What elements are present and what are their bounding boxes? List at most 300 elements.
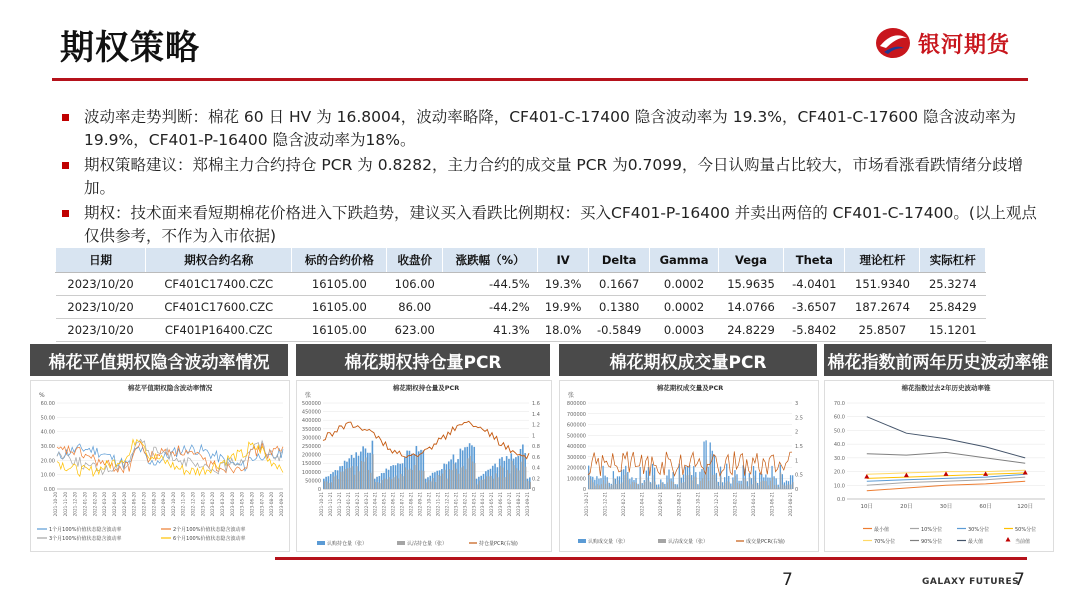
legend-label: 30%分位 [968,527,990,533]
put-volume-bar [675,486,676,489]
put-volume-bar [609,487,610,489]
oi-chart [296,380,552,552]
put-oi-bar [370,473,371,489]
put-volume-bar [753,476,754,489]
x-tick-label: 2022-02-21 [621,492,627,517]
put-volume-bar [644,482,645,489]
put-oi-bar [530,482,531,489]
put-volume-bar [737,483,738,489]
y-tick-label: 300000 [566,454,586,461]
legend-label: 持仓量PCR(右轴) [479,541,518,547]
cell: -44.5% [443,273,538,296]
table-row [56,319,986,342]
y2-tick-label: 1.4 [532,411,540,418]
legend-label: 认沽持仓量（张） [407,541,448,547]
put-volume-bar [712,475,713,489]
put-volume-bar [700,481,701,489]
x-tick-label: 2023-09-20 [279,492,284,517]
put-volume-bar [747,486,748,489]
put-volume-bar [599,485,600,489]
y-tick-label: 70.0 [833,401,845,407]
x-tick-label: 2022-09-21 [417,492,423,517]
y2-tick-label: 3 [795,401,799,407]
cell: -5.8402 [784,319,845,342]
y2-tick-label: 1 [795,458,799,465]
logo-text: 银河期货 [918,32,1011,58]
cell: 19.9% [538,296,589,319]
put-oi-bar [504,477,505,489]
y-tick-label: 0 [317,487,321,493]
put-oi-bar [382,480,383,489]
cone-chart [824,380,1054,552]
col-header: 实际杠杆 [920,248,986,273]
x-tick-label: 2021-10-21 [584,492,589,517]
legend-label: 10%分位 [921,527,943,533]
x-tick-label: 2022-06-21 [390,492,396,517]
put-oi-bar [414,465,415,489]
x-tick-label: 2022-06-21 [658,492,664,517]
x-tick-label: 2023-04-21 [750,492,756,517]
cell: CF401P16400.CZC [146,319,292,342]
col-header: Vega [718,248,783,273]
put-volume-bar [652,475,653,489]
put-volume-bar [659,487,660,489]
x-tick-label: 2023-03-20 [220,492,226,517]
put-oi-bar [363,462,364,489]
put-volume-bar [657,487,658,489]
x-tick-label: 2022-06-20 [131,492,137,517]
put-oi-bar [497,477,498,489]
cone-series-line [867,417,1025,458]
x-tick-label: 2023-05-20 [239,492,245,517]
axis-unit-label: 张 [568,392,575,399]
put-oi-bar [328,483,329,489]
put-volume-bar [638,485,639,489]
footer-page-number: 7 [1014,570,1025,590]
cell: 86.00 [387,296,443,319]
put-volume-bar [780,472,781,489]
x-tick-label: 2022-10-21 [426,492,432,517]
put-volume-bar [778,487,779,489]
put-oi-bar [474,463,475,489]
cell: 2023/10/20 [56,273,146,296]
cell: 2023/10/20 [56,319,146,342]
cell: -3.6507 [784,296,845,319]
legend-label: 认购持仓量（张） [327,541,368,547]
y-tick-label: 50.00 [40,415,55,422]
put-oi-bar [525,467,526,489]
put-volume-bar [685,475,686,489]
x-tick-label: 2023-06-21 [769,492,775,517]
cell: 106.00 [387,273,443,296]
legend-label: 50%分位 [1015,527,1037,533]
put-volume-bar [671,481,672,489]
put-oi-bar [453,464,454,489]
y-tick-label: 400000 [301,418,321,425]
y-tick-label: 30.0 [833,455,845,462]
put-volume-bar [741,484,742,489]
put-oi-bar [398,478,399,489]
put-oi-bar [379,483,380,489]
y-tick-label: 30.00 [40,444,55,450]
put-volume-bar [788,485,789,489]
x-tick-label: 2022-05-21 [381,492,387,517]
put-volume-bar [640,476,641,489]
put-volume-bar [760,482,761,489]
col-header: 期权合约名称 [146,248,292,273]
x-tick-label: 120日 [1017,504,1034,510]
put-volume-bar [624,475,625,489]
put-volume-bar [770,481,771,489]
col-header: 标的合约价格 [292,248,387,273]
cell: 19.3% [538,273,589,296]
put-oi-bar [435,482,436,489]
x-tick-label: 2022-11-20 [180,492,186,517]
put-oi-bar [456,469,457,489]
put-oi-bar [507,470,508,489]
x-tick-label: 2023-09-21 [525,492,530,517]
y-tick-label: 700000 [566,411,586,418]
y-tick-label: 0 [582,487,586,493]
put-volume-bar [663,484,664,489]
bullet-volatility [62,106,1042,152]
y-tick-label: 50000 [305,478,321,485]
put-volume-bar [758,485,759,489]
bullet-text: 期权：技术面来看短期棉花价格进入下跌趋势，建议买入看跌比例期权：买入CF401-P-16400 并卖出两倍的 CF401-C-17400。(以上观点仅供参考，不作为入市依据) [84,204,1037,245]
put-oi-bar [419,470,420,489]
put-volume-bar [745,479,746,489]
legend-label: 认购成交量（张） [588,539,629,545]
put-oi-bar [368,470,369,489]
put-volume-bar [772,477,773,489]
x-tick-label: 2022-12-20 [190,492,196,517]
x-tick-label: 2022-08-21 [676,492,682,517]
bullet-strategy [62,154,1042,200]
put-volume-bar [791,485,792,489]
y-tick-label: 200000 [301,452,321,459]
x-tick-label: 10日 [860,504,874,510]
put-oi-bar [356,466,357,489]
put-oi-bar [354,475,355,489]
put-oi-bar [345,469,346,489]
legend-label: 当前值 [1015,539,1031,545]
put-oi-bar [490,476,491,489]
table-header-row [56,248,986,273]
iv-chart-svg [31,381,289,551]
page-title: 期权策略 [60,28,200,68]
axis-unit-label: % [39,392,45,399]
put-volume-bar [605,484,606,489]
y-tick-label: 400000 [566,444,586,450]
x-tick-label: 2023-01-20 [200,492,206,517]
put-volume-bar [708,481,709,489]
cell: 2023/10/20 [56,296,146,319]
y-tick-label: 50.0 [833,428,845,435]
legend-label: 成交量PCR(右轴) [746,539,785,545]
put-oi-bar [386,479,387,489]
put-volume-bar [733,480,734,489]
x-tick-label: 2023-02-21 [462,492,468,517]
put-volume-bar [764,481,765,489]
x-tick-label: 2022-12-21 [444,492,450,517]
cell: -0.5849 [589,319,650,342]
put-oi-bar [521,462,522,489]
put-volume-bar [731,486,732,489]
y-tick-label: 20.00 [40,458,55,465]
put-oi-bar [514,465,515,489]
col-header: 日期 [56,248,146,273]
y-tick-label: 40.0 [833,442,845,449]
legend-label: 最大值 [968,539,984,545]
put-volume-bar [782,485,783,489]
x-tick-label: 2021-11-21 [327,492,333,517]
put-oi-bar [359,471,360,489]
put-volume-bar [776,485,777,489]
x-tick-label: 2023-08-21 [788,492,793,517]
y2-tick-label: 2.5 [795,415,803,422]
put-volume-bar [704,475,705,489]
y-tick-label: 150000 [301,461,321,468]
put-oi-bar [486,476,487,489]
x-tick-label: 2023-08-20 [269,492,275,517]
vol-chart-svg [560,381,818,551]
put-oi-bar [465,469,466,489]
put-volume-bar [751,484,752,489]
x-tick-label: 2022-11-21 [435,492,441,517]
put-oi-bar [484,479,485,489]
y-tick-label: 60.00 [40,401,55,407]
y-tick-label: 500000 [566,433,586,440]
y-tick-label: 300000 [301,435,321,442]
y-tick-label: 200000 [566,465,586,472]
panel-iv-header: 棉花平值期权隐含波动率情况 [30,344,288,376]
put-volume-bar [636,483,637,489]
put-volume-bar [615,484,616,489]
galaxy-logo-icon [874,26,912,60]
bullet-marker-icon [62,114,69,121]
put-oi-bar [372,454,373,489]
put-volume-bar [727,481,728,489]
put-oi-bar [511,461,512,489]
y-tick-label: 500000 [301,401,321,407]
col-header: 理论杠杆 [845,248,920,273]
page-number: 7 [782,570,793,590]
put-oi-bar [389,477,390,489]
put-volume-bar [620,484,621,489]
legend-swatch [317,541,325,545]
put-oi-bar [446,479,447,489]
bullet-text: 期权策略建议：郑棉主力合约持仓 PCR 为 0.8282，主力合约的成交量 PCR 为0.7099，今日认购量占比较大，市场看涨看跌情绪分歧增加。 [84,156,1023,197]
put-oi-bar [467,458,468,489]
company-logo [874,26,1010,60]
legend-swatch [397,541,405,545]
x-tick-label: 2022-08-20 [151,492,157,517]
header-divider [52,78,1028,81]
legend-label: 90%分位 [921,539,943,545]
put-oi-bar [451,470,452,489]
options-table [55,247,986,342]
cell: 0.0002 [650,296,719,319]
put-volume-bar [632,482,633,489]
cell: 41.3% [443,319,538,342]
table-row [56,296,986,319]
legend-swatch [1006,537,1011,542]
y2-tick-label: 2 [795,429,799,436]
iv-chart [30,380,290,552]
x-tick-label: 2021-12-20 [72,492,78,517]
y-tick-label: 800000 [566,401,586,407]
x-tick-label: 30日 [939,504,953,510]
panel-vol-header: 棉花期权成交量PCR [559,344,817,376]
put-volume-bar [739,484,740,489]
put-volume-bar [683,482,684,489]
x-tick-label: 2021-12-21 [336,492,342,517]
put-volume-bar [626,473,627,489]
put-oi-bar [488,476,489,489]
x-tick-label: 2022-04-21 [639,492,645,517]
put-volume-bar [607,481,608,489]
put-oi-bar [409,469,410,489]
x-tick-label: 2023-02-20 [210,492,216,517]
cell: 15.9635 [718,273,783,296]
y-tick-label: 100000 [301,469,321,476]
bullet-options [62,202,1042,248]
x-tick-label: 2023-07-21 [507,492,513,517]
cell: 187.2674 [845,296,920,319]
put-oi-bar [391,479,392,489]
put-volume-bar [698,485,699,489]
y2-tick-label: 0 [795,487,799,493]
put-volume-bar [650,484,651,489]
x-tick-label: 2022-08-21 [408,492,414,517]
cell: 0.0002 [650,273,719,296]
col-header: 收盘价 [387,248,443,273]
cell: 16105.00 [292,296,387,319]
footer-divider [275,557,1027,560]
put-oi-bar [426,482,427,489]
oi-chart-svg [297,381,551,551]
put-volume-bar [667,482,668,489]
cell: 151.9340 [845,273,920,296]
put-oi-bar [405,467,406,489]
put-oi-bar [500,466,501,489]
put-volume-bar [762,481,763,489]
put-oi-bar [502,468,503,489]
put-volume-bar [648,480,649,489]
put-oi-bar [326,481,327,489]
col-header: IV [538,248,589,273]
put-volume-bar [679,474,680,489]
x-tick-label: 2023-05-21 [489,492,495,517]
x-tick-label: 2021-10-21 [319,492,324,517]
y-tick-label: 450000 [301,409,321,416]
x-tick-label: 2022-05-20 [121,492,127,517]
put-volume-bar [706,460,707,489]
put-oi-bar [509,473,510,489]
y-tick-label: 600000 [566,422,586,429]
put-oi-bar [423,471,424,489]
put-volume-bar [716,481,717,489]
y2-tick-label: 1.2 [532,422,540,429]
put-volume-bar [690,472,691,489]
put-oi-bar [416,457,417,489]
y-tick-label: 60.0 [833,414,845,421]
put-volume-bar [655,482,656,489]
y-tick-label: 10.00 [40,472,55,479]
x-tick-label: 60日 [979,504,992,510]
cell: 25.8507 [845,319,920,342]
x-tick-label: 2021-11-20 [62,492,68,517]
put-oi-bar [518,470,519,489]
col-header: 涨跌幅（%） [443,248,538,273]
cell: 24.8229 [718,319,783,342]
legend-swatch [578,539,586,543]
put-oi-bar [463,466,464,489]
put-volume-bar [634,482,635,489]
put-oi-bar [384,479,385,489]
chart-title: 棉花平值期权隐含波动率情况 [127,384,213,392]
cell: -44.2% [443,296,538,319]
put-volume-bar [630,484,631,489]
put-volume-bar [688,475,689,489]
put-oi-bar [349,468,350,489]
y2-tick-label: 1.5 [795,444,803,450]
col-header: Gamma [650,248,719,273]
legend-label: 2个月100%价值状态隐含波动率 [173,527,246,533]
y-tick-label: 0.00 [43,487,55,493]
x-tick-label: 2021-10-20 [53,492,58,517]
x-tick-label: 2022-03-20 [102,492,108,517]
put-volume-bar [622,482,623,489]
put-oi-bar [444,470,445,489]
y2-tick-label: 0.2 [532,476,540,483]
x-tick-label: 2022-01-21 [345,492,351,517]
put-volume-bar [681,483,682,489]
y2-tick-label: 1.6 [532,401,540,407]
cell: 15.1201 [920,319,986,342]
put-volume-bar [661,483,662,489]
chart-title: 棉花期权成交量及PCR [656,384,724,392]
cell: 623.00 [387,319,443,342]
y2-tick-label: 0.8 [532,444,540,450]
panel-cone-header: 棉花指数前两年历史波动率锥 [824,344,1052,376]
legend-label: 6个月100%价值状态隐含波动率 [173,536,246,542]
y-tick-label: 0.0 [837,497,845,503]
put-volume-bar [756,481,757,489]
put-oi-bar [442,474,443,489]
x-tick-label: 2022-04-21 [372,492,378,517]
pcr-line [323,421,529,458]
put-volume-bar [774,485,775,489]
put-oi-bar [523,454,524,489]
put-oi-bar [375,482,376,489]
analysis-bullets [62,106,1042,250]
put-oi-bar [430,481,431,489]
put-oi-bar [365,457,366,489]
put-volume-bar [601,484,602,489]
put-oi-bar [472,461,473,489]
put-volume-bar [595,486,596,489]
put-oi-bar [479,481,480,489]
put-volume-bar [694,476,695,489]
bullet-marker-icon [62,162,69,169]
cone-series-line [867,481,1025,491]
cell: 16105.00 [292,273,387,296]
put-volume-bar [725,483,726,489]
bullet-text: 波动率走势判断：棉花 60 日 HV 为 16.8004，波动率略降，CF401-C-17400 隐含波动率为 19.3%，CF401-C-17600 隐含波动率为 19.9%，CF401-P-16400 隐含波动率为18%。 [84,108,1017,149]
y2-tick-label: 1 [532,433,536,440]
put-oi-bar [481,480,482,489]
